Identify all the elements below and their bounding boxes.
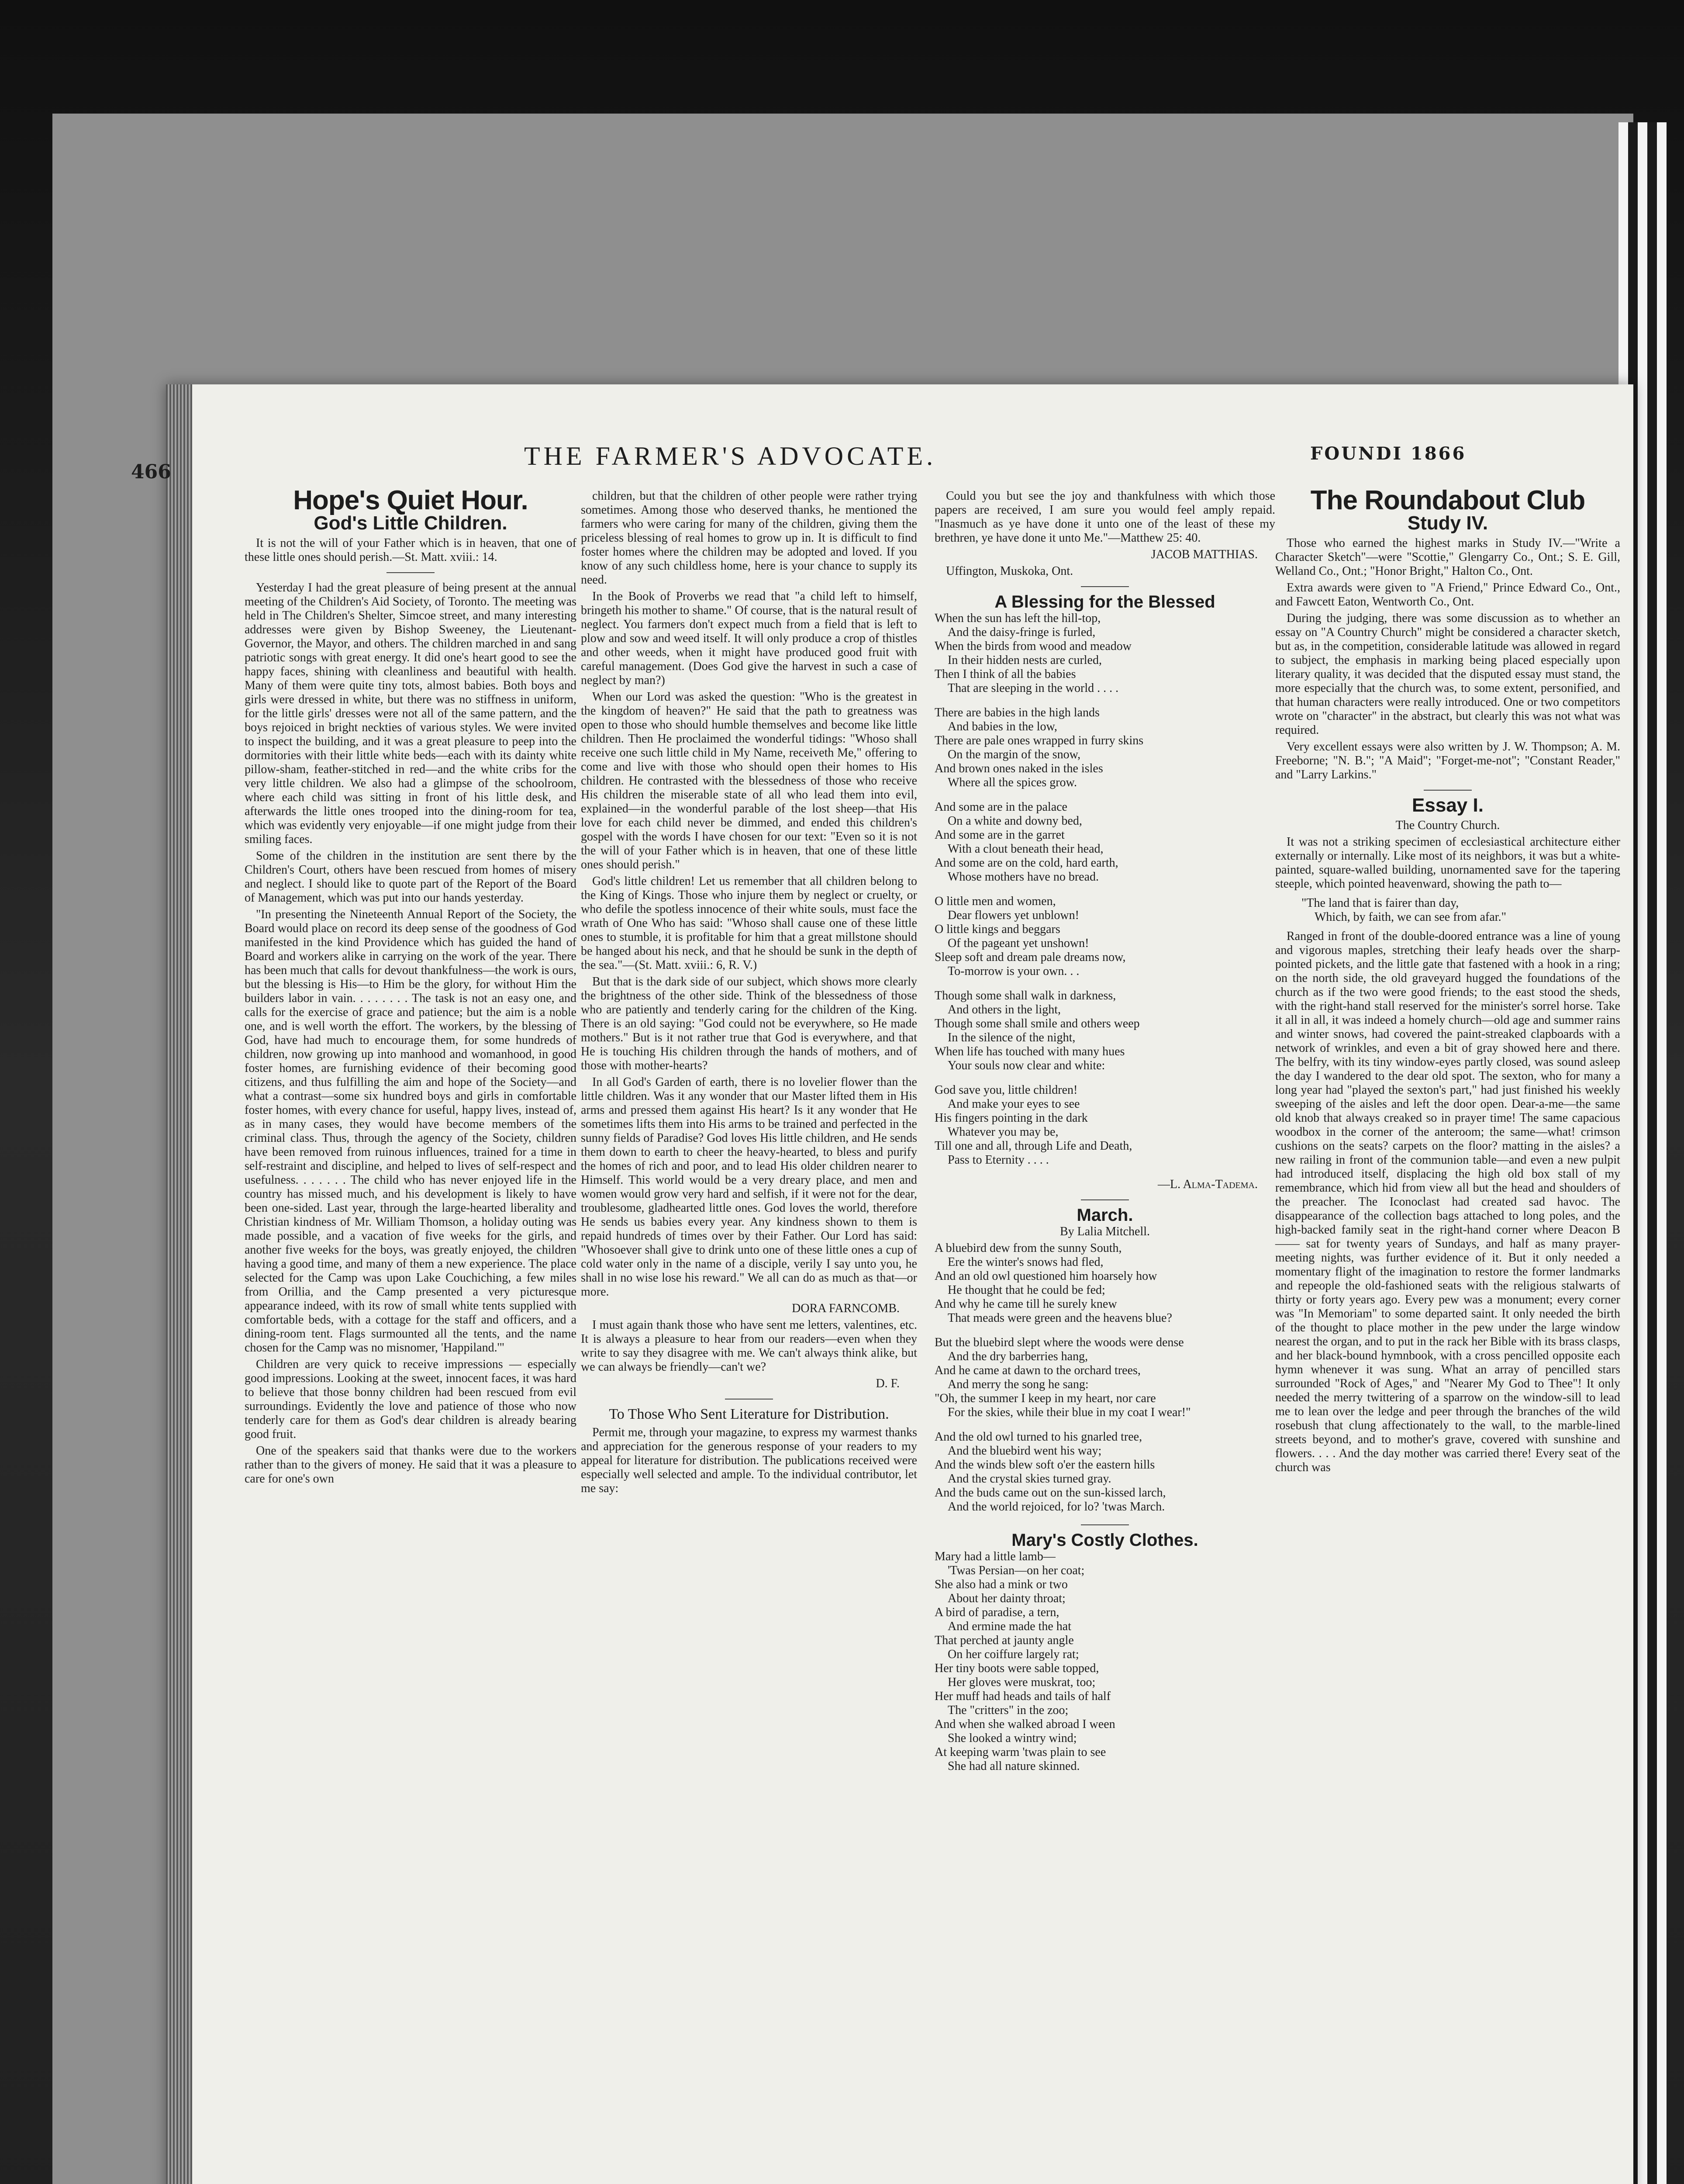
poem-line: And brown ones naked in the isles	[935, 762, 1103, 775]
poem-line: Ere the winter's snows had fled,	[948, 1255, 1104, 1269]
paragraph: One of the speakers said that thanks were due to the workers rather than to the givers of money. He said that it was a pleasure to care for one's own	[245, 1444, 576, 1486]
poem-line: And why he came till he surely knew	[935, 1297, 1117, 1311]
poem-line: And the world rejoiced, for lo? 'twas March.	[948, 1500, 1165, 1514]
signature: JACOB MATTHIAS.	[1151, 548, 1258, 561]
poem-line: When life has touched with many hues	[935, 1045, 1125, 1058]
article-title: God's Little Children.	[314, 512, 507, 534]
poem-marys-clothes	[935, 1550, 1275, 1773]
column-three	[935, 489, 1275, 1784]
poem-line: When the birds from wood and meadow	[935, 639, 1132, 653]
poem-stanza	[935, 895, 1275, 978]
poem-line: Then I think of all the babies	[935, 667, 1076, 681]
poem-line: Though some shall walk in darkness,	[935, 989, 1116, 1002]
paragraph: I must again thank those who have sent me letters, valentines, etc. It is always a pleasure to hear from our readers—even when they write to say they disagree with me. We can't always think alike, but we can always be friendly—can't we?	[581, 1318, 917, 1374]
paragraph: Children are very quick to receive impressions — especially good impressions. Looking at the sweet, innocent faces, it was hard to believe that those bonny children had been rescued from evil surroundings. Evidently the love and patience of those who now tenderly care for them as God's dear children is already bearing good fruit.	[245, 1358, 576, 1441]
poem-line: And make your eyes to see	[948, 1097, 1080, 1111]
letter-title: To Those Who Sent Literature for Distribution.	[609, 1406, 889, 1422]
poem-line: And some are in the garret	[935, 828, 1065, 842]
poem-line: Whose mothers have no bread.	[948, 870, 1099, 884]
poem-line: On her coiffure largely rat;	[948, 1648, 1079, 1661]
poem-line: That meads were green and the heavens blue?	[948, 1311, 1172, 1325]
paragraph: Extra awards were given to "A Friend," Prince Edward Co., Ont., and Fawcett Eaton, Wentworth Co., Ont.	[1275, 581, 1620, 608]
poem-line: And the bluebird went his way;	[948, 1444, 1102, 1458]
poem-line: Her tiny boots were sable topped,	[935, 1662, 1099, 1675]
poem-line: 'Twas Persian—on her coat;	[948, 1564, 1085, 1577]
poem-line: And the daisy-fringe is furled,	[948, 625, 1096, 639]
poem-title: A Blessing for the Blessed	[994, 592, 1215, 612]
quote-line: Which, by faith, we can see from afar."	[1315, 910, 1507, 924]
page-number: 466	[131, 461, 171, 483]
study-heading: Study IV.	[1407, 512, 1488, 534]
poem-line: And the old owl turned to his gnarled tree,	[935, 1430, 1142, 1444]
poem-line: "Oh, the summer I keep in my heart, nor care	[935, 1392, 1156, 1405]
divider	[1424, 790, 1472, 791]
poem-line: His fingers pointing in the dark	[935, 1111, 1088, 1125]
publication-title: THE FARMER'S ADVOCATE.	[524, 442, 937, 470]
poem-line: Mary had a little lamb—	[935, 1550, 1056, 1563]
poem-line: And an old owl questioned him hoarsely how	[935, 1269, 1157, 1283]
poem-line: Of the pageant yet unshown!	[948, 936, 1089, 950]
poem-line: And others in the light,	[948, 1003, 1061, 1016]
poem-stanza	[935, 1430, 1275, 1514]
poem-line: Till one and all, through Life and Death,	[935, 1139, 1132, 1153]
poem-line: The "critters" in the zoo;	[948, 1704, 1069, 1717]
column-two	[581, 489, 917, 1498]
poem-line: On a white and downy bed,	[948, 814, 1082, 828]
poem-line: Her muff had heads and tails of half	[935, 1690, 1111, 1703]
poem-line: In their hidden nests are curled,	[948, 653, 1102, 667]
divider	[1081, 586, 1129, 587]
section-title: The Roundabout Club	[1310, 485, 1585, 515]
column-hopes-quiet-hour	[245, 485, 576, 1489]
poem-line: Sleep soft and dream pale dreams now,	[935, 950, 1126, 964]
poem-line: And ermine made the hat	[948, 1620, 1072, 1633]
paragraph: But that is the dark side of our subject, which shows more clearly the brightness of the other side. Think of the blessedness of those who are patiently and tenderly caring for the children of the King. There is an old saying: "God could not be everywhere, so He made mothers." But is it not rather true that God is everywhere, and that He is touching His children through the hands of mothers, and of those with mother-hearts?	[581, 975, 917, 1072]
poem-line: That perched at jaunty angle	[935, 1634, 1074, 1647]
poem-title: Mary's Costly Clothes.	[1011, 1531, 1198, 1550]
poem-stanza	[935, 989, 1275, 1073]
paragraph: Ranged in front of the double-doored entrance was a line of young and vigorous maples, stretching their leafy heads over the sharp-pointed pickets, and the little gate that fastened with a hook in a ring; on the north side, the old graveyard hugged the foundations of the church as if the two were good friends; to the east stood the sheds, with the right-hand stall reserved for the minister's sorrel horse. Take it all in all, it was indeed a homely church—old age and summer rains and winter snows, had covered the paint-streaked clapboards with a network of wrinkles, and even a bit of gray showed here and there. The belfry, with its tiny window-eyes partly closed, was sound asleep the day I wandered to the dear old spot. The sexton, who for many a long year had "played the sexton's part," had just finished his weekly sweeping of the aisles and left the door open. Dear-a-me—the same old knob that always creaked so in prayer time! The same capacious woodbox in the corner of the anteroom; the same—what! crimson cushions on the seats? carpets on the floor? matting in the aisles? a new railing in front of the communion table—and even a new pulpit had introduced itself, displacing the high old box stall of my remembrance, which hid from view all but the head and shoulders of the preacher. The Iconoclast had created sad havoc. The disappearance of the collection bags attached to long poles, and the high-backed family seat in the right-hand corner where Deacon B—— sat for twenty years of Sundays, and half as many prayer-meeting nights, was further evidence of it. But it only needed a momentary flight of the imagination to restore the former landmarks and repeople the old-fashioned seats with the religious stalwarts of thirty or forty years ago. Every pew was a monument; every corner was "In Memoriam" to some departed saint. It only needed the birth of the thought to place mother in the pew under the large window nearest the organ, and to put in the rack her Bible with its brass clasps, and her black-bound hymnbook, with a cross pencilled opposite each hymn whenever it was sung. What an array of pencilled stars surrounded "Rock of Ages," and "Nearer My God to Thee"! It only needed the merry twittering of a sparrow on the window-sill to lead me to lean over the ledge and peer through the branches of the wild rosebush that clung affectionately to the wall, to the marble-lined streets beyond, and to mother's grave, covered with sunshine and flowers. . . . And the day mother was carried there! Every seat of the church was	[1275, 930, 1620, 1474]
poem-stanza	[935, 1083, 1275, 1167]
poem-line: For the skies, while their blue in my coat I wear!"	[948, 1406, 1191, 1419]
paragraph: Very excellent essays were also written by J. W. Thompson; A. M. Freeborne; "N. B."; "A Maid"; "Forget-me-not"; "Constant Reader," and "Larry Larkins."	[1275, 740, 1620, 781]
poem-line: Though some shall smile and others weep	[935, 1017, 1140, 1030]
poem-line: At keeping warm 'twas plain to see	[935, 1745, 1106, 1759]
poem-stanza	[935, 612, 1275, 695]
paragraph: Permit me, through your magazine, to express my warmest thanks and appreciation for the generous response of your readers to my appeal for literature for distribution. The publications received were especially well selected and ample. To the individual contributor, let me say:	[581, 1426, 917, 1495]
divider	[1081, 1199, 1129, 1200]
poem-stanza	[935, 1241, 1275, 1325]
poem-line: But the bluebird slept where the woods were dense	[935, 1336, 1184, 1349]
paragraph: God's little children! Let us remember that all children belong to the King of Kings. Those who injure them by neglect or cruelty, or who defile the spotless innocence of their white souls, must face the wrath of One Who has said: "Whoso shall cause one of these little ones to stumble, it is profitable for him that a great millstone should be hanged about his neck, and that he should be sunk in the depth of the sea."—(St. Matt. xviii.: 6, R. V.)	[581, 874, 917, 972]
essay-heading: Essay I.	[1412, 795, 1484, 816]
poem-line: In the silence of the night,	[948, 1031, 1076, 1044]
poem-line: A bluebird dew from the sunny South,	[935, 1241, 1122, 1255]
poem-line: God save you, little children!	[935, 1083, 1078, 1097]
paragraph: In the Book of Proverbs we read that "a child left to himself, bringeth his mother to shame." Of course, that is the natural result of neglect. You farmers don't expect much from a field that is left to plow and sow and weed itself. It will only produce a crop of thistles and other weeds, when it might have produced good fruit with careful management. (Does God give the harvest in such a case of neglect by man?)	[581, 590, 917, 687]
signature: D. F.	[876, 1377, 900, 1390]
poem-line: And the buds came out on the sun-kissed larch,	[935, 1486, 1166, 1500]
quote-block	[1301, 896, 1620, 924]
poem-line: Pass to Eternity . . . .	[948, 1153, 1049, 1167]
poem-line: And the dry barberries hang,	[948, 1350, 1088, 1363]
poem-line: With a clout beneath their head,	[948, 842, 1104, 856]
paragraph: It was not a striking specimen of ecclesiastical architecture either externally or internally. Like most of its neighbors, it was but a white-painted, square-walled building, unornamented save for the tapering steeple, which pointed heavenward, showing the path to—	[1275, 835, 1620, 891]
paragraph: When our Lord was asked the question: "Who is the greatest in the kingdom of heaven?" He said that the path to greatness was open to those who should humble themselves and become like little children. Then He proclaimed the wonderful tidings: "Whoso shall receive one such little child in My Name, receiveth Me," offering to come and live with those who should open their homes to His children. He contrasted with the blessedness of those who receive His children the miserable state of all who lead them into evil, explained—in the wonderful parable of the lost sheep—that His love for each child never be dimmed, and ended this children's gospel with the words I have chosen for our text: "Even so it is not the will of your Father which is in heaven, that one of these little ones should perish."	[581, 690, 917, 871]
poem-line: Your souls now clear and white:	[948, 1059, 1105, 1072]
poem-line: O little men and women,	[935, 895, 1056, 908]
poem-line: And some are on the cold, hard earth,	[935, 856, 1118, 870]
paragraph: Those who earned the highest marks in Study IV.—"Write a Character Sketch"—were "Scottie," Glengarry Co., Ont.; S. E. Gill, Welland Co., Ont.; "Honor Bright," Halton Co., Ont.	[1275, 536, 1620, 578]
column-roundabout-club	[1275, 485, 1620, 1477]
signature: DORA FARNCOMB.	[792, 1302, 900, 1315]
poem-line: And some are in the palace	[935, 800, 1067, 814]
poem-line: And the crystal skies turned gray.	[948, 1472, 1111, 1486]
poem-blessing	[935, 612, 1275, 1167]
paragraph: "In presenting the Nineteenth Annual Report of the Society, the Board would place on record its deep sense of the goodness of God manifested in the kind Providence which has guided the hand of Board and workers alike in carrying on the work of the year. There has been much that calls for devout thankfulness—the work is ours, but the blessing is His—to Him be the glory, for without Him the builders labor in vain. . . . . . . . The task is not an easy one, and calls for the exercise of grace and patience; but the aim is a noble one, and is well worth the effort. The workers, by the blessing of God, have had much to encourage them, for some hundreds of children, now growing up into manhood and womanhood, in good foster homes, are furnishing evidence of their becoming good citizens, and thus fulfilling the aim and hope of the Society—and what a contrast—some six hundred boys and girls in comfortable foster homes, with every chance for useful, happy lives, instead of, as in many cases, they would have become members of the criminal class. Thus, through the agency of the Society, children have been removed from ruinous influences, trained for a time in self-restraint and discipline, and helped to lives of self-respect and usefulness. . . . . . . The child who has never enjoyed life in the country has missed much, and his development is likely to have been one-sided. Last year, through the large-hearted liberality and Christian kindness of Mr. William Thomson, a holiday outing was made possible, and a vacation of five weeks for the girls, and another five weeks for the boys, was greatly enjoyed, the children having a good time, and many of them a new experience. The place selected for the Camp was upon Lake Couchiching, a few miles from Orillia, and the Camp presented a very picturesque appearance indeed, with its row of small white tents supplied with comfortable beds, with a cottage for the staff and officers, and a dining-room tent. Flags surmounted all the tents, and the name chosen for the Camp was no misnomer, 'Happiland.'"	[245, 908, 576, 1355]
poem-line: Whatever you may be,	[948, 1125, 1059, 1139]
poem-line: That are sleeping in the world . . . .	[948, 681, 1119, 695]
poem-line: And he came at dawn to the orchard trees,	[935, 1364, 1141, 1377]
poem-line: And the winds blew soft o'er the eastern hills	[935, 1458, 1155, 1472]
divider	[386, 572, 435, 573]
poem-line: On the margin of the snow,	[948, 748, 1081, 761]
quote-line: "The land that is fairer than day,	[1301, 896, 1459, 910]
paragraph: Yesterday I had the great pleasure of being present at the annual meeting of the Children's Aid Society, of Toronto. The meeting was held in The Children's Shelter, Simcoe street, and many interesting addresses were given by Bishop Sweeney, the Lieutenant-Governor, the Mayor, and others. The children marched in and sang patriotic songs with great energy. It did one's heart good to see the happy faces, shining with cleanliness and beautiful with health. Many of them were quite tiny tots, almost babies. Both boys and girls were dressed in white, but there was no stiffness in uniform, for the little girls' dresses were not all of the same pattern, and the boys rejoiced in bright neckties of various styles. We were invited to inspect the building, and it was a great pleasure to peep into the dormitories with their little white beds—each with its dainty white pillow-sham, feather-stitched in red—and the white cribs for the very little children. We also had a glimpse of the schoolroom, where each child was sitting in front of his little desk, and afterwards the little ones trooped into the dining-room for tea, which was evidently very enjoyable—if one might judge from their smiling faces.	[245, 581, 576, 846]
epigraph: It is not the will of your Father which is in heaven, that one of these little ones should perish.—St. Matt. xviii.: 14.	[245, 536, 576, 564]
poem-stanza	[935, 1336, 1275, 1420]
paragraph: In all God's Garden of earth, there is no lovelier flower than the little children. Was it any wonder that our Master lifted them in His arms and pressed them against His heart? Is it any wonder that He sometimes lifts them into His arms to be trained and perfected in the sunny fields of Paradise? God loves His little children, and He sends them down to earth to cheer the heavy-hearted, to bless and purify the homes of rich and poor, and to lead His older children nearer to Himself. This world would be a very dreary place, and men and women would grow very hard and selfish, if it were not for the dear, troublesome, gladhearted little ones. God loves the world, therefore He sends us babies every year. Any kindness shown to them is repaid hundreds of times over by their Father. Our Lord has said: "Whosoever shall give to drink unto one of these little ones a cup of cold water only in the name of a disciple, verily I say unto you, he shall in no wise lose his reward." We all can do as much as that—or more.	[581, 1075, 917, 1299]
paragraph: During the judging, there was some discussion as to whether an essay on "A Country Church" might be considered a character sketch, but as, in the competition, considerable latitude was allowed in regard to subject, the emphasis in marking being placed especially upon literary quality, it was decided that the disputed essay must stand, the more especially that the church was, to some extent, personified, and that human characters were really introduced. One or two competitors wrote on "character" in the abstract, but clearly this was not what was required.	[1275, 612, 1620, 737]
poem-line: A bird of paradise, a tern,	[935, 1606, 1059, 1619]
place-line: Uffington, Muskoka, Ont.	[946, 564, 1073, 578]
section-title: Hope's Quiet Hour.	[293, 485, 528, 515]
poem-line: To-morrow is your own. . .	[948, 964, 1080, 978]
poem-line: O little kings and beggars	[935, 923, 1060, 936]
paragraph: Some of the children in the institution are sent there by the Children's Court, others have been rescued from homes of misery and neglect. I should like to quote part of the Report of the Board of Management, which was put into our hands yesterday.	[245, 849, 576, 905]
poem-line: When the sun has left the hill-top,	[935, 612, 1101, 625]
signature: —L. Alma-Tadema.	[1158, 1178, 1258, 1191]
poem-stanza	[935, 800, 1275, 884]
poem-stanza	[935, 706, 1275, 790]
poem-line: Her gloves were muskrat, too;	[948, 1676, 1096, 1689]
poem-line: And babies in the low,	[948, 720, 1057, 733]
founded-label: FOUNDI 1866	[1310, 443, 1467, 464]
poem-line: And when she walked abroad I ween	[935, 1717, 1115, 1731]
poem-line: She had all nature skinned.	[948, 1759, 1080, 1773]
poem-line: He thought that he could be fed;	[948, 1283, 1105, 1297]
poem-line: She looked a wintry wind;	[948, 1731, 1077, 1745]
poem-march	[935, 1241, 1275, 1514]
poem-line: She also had a mink or two	[935, 1578, 1068, 1591]
poem-line: There are babies in the high lands	[935, 706, 1100, 719]
poem-line: Where all the spices grow.	[948, 776, 1077, 789]
poem-line: About her dainty throat;	[948, 1592, 1066, 1605]
divider	[725, 1399, 773, 1400]
paragraph: children, but that the children of other people were rather trying sometimes. Among those who deserved thanks, he mentioned the farmers who were caring for many of the children, giving them the priceless blessing of real homes to grow up in. It is difficult to find foster homes where the children may be adopted and loved. If you know of any such childless home, here is your chance to supply its need.	[581, 489, 917, 587]
poem-author: By Lalia Mitchell.	[1059, 1225, 1150, 1238]
poem-line: And merry the song he sang:	[948, 1378, 1089, 1391]
paragraph: Could you but see the joy and thankfulness with which those papers are received, I am sure you would feel amply repaid. "Inasmuch as ye have done it unto one of the least of these my brethren, ye have done it unto Me."—Matthew 25: 40.	[935, 489, 1275, 545]
poem-title: March.	[1077, 1206, 1133, 1225]
divider	[1081, 1524, 1129, 1525]
page-binding	[166, 384, 192, 2184]
poem-line: There are pale ones wrapped in furry skins	[935, 734, 1144, 747]
poem-line: Dear flowers yet unblown!	[948, 909, 1079, 922]
essay-title: The Country Church.	[1395, 819, 1500, 832]
poem-stanza	[935, 1550, 1275, 1773]
